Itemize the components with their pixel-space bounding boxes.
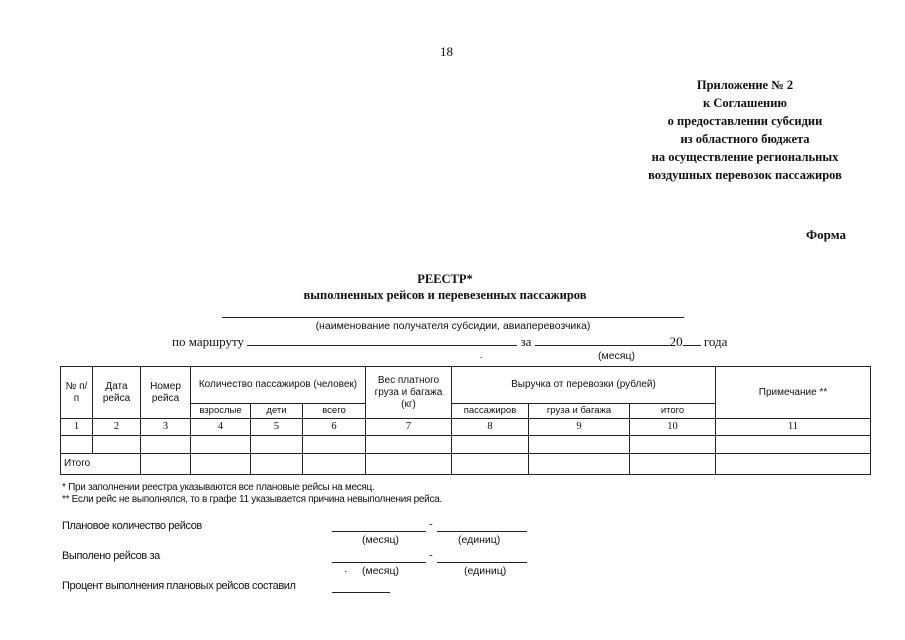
column-number: 6 (303, 419, 366, 436)
stray-dot: . (480, 350, 483, 360)
route-field[interactable] (247, 333, 517, 346)
appendix-line: на осуществление региональных (651, 150, 839, 164)
table-cell[interactable] (630, 454, 716, 475)
route-prefix: по маршруту (172, 334, 244, 349)
col-header-flight-date: Дата рейса (93, 367, 141, 419)
year-suffix: года (703, 334, 728, 349)
column-number: 5 (251, 419, 303, 436)
table-cell[interactable] (630, 436, 716, 454)
col-header-num: № п/п (61, 367, 93, 419)
planned-units-field[interactable] (437, 531, 527, 532)
planned-dash: - (429, 518, 433, 530)
percent-completed-label: Процент выполнения плановых рейсов составил (62, 580, 296, 592)
table-cell[interactable] (303, 454, 366, 475)
table-row (61, 436, 871, 454)
page-number: 18 (440, 44, 453, 59)
completed-dash: - (429, 549, 433, 561)
route-for-label: за (520, 334, 532, 349)
completed-units-field[interactable] (437, 562, 527, 563)
table-cell[interactable] (61, 436, 93, 454)
appendix-header (600, 76, 890, 184)
total-label: Итого (61, 454, 141, 475)
recipient-caption: (наименование получателя субсидии, авиаперевозчика) (315, 320, 591, 332)
column-number: 4 (191, 419, 251, 436)
subheader-revenue-total: итого (630, 404, 716, 419)
title-line-1: РЕЕСТР* (417, 272, 473, 286)
year-prefix: 20 (669, 334, 683, 349)
subheader-passengers: пассажиров (452, 404, 529, 419)
table-cell[interactable] (93, 436, 141, 454)
column-number: 8 (452, 419, 529, 436)
table-cell[interactable] (141, 454, 191, 475)
table-cell[interactable] (191, 454, 251, 475)
table-cell[interactable] (452, 436, 529, 454)
form-label: Форма (806, 227, 846, 242)
month-field[interactable] (535, 333, 670, 346)
footnote-2: ** Если рейс не выполнялся, то в графе 11 указывается причина невыполнения рейса. (62, 494, 442, 505)
table-cell[interactable] (251, 454, 303, 475)
table-cell[interactable] (716, 436, 871, 454)
title-line-2: выполненных рейсов и перевезенных пассажиров (303, 288, 587, 302)
column-number: 3 (141, 419, 191, 436)
registry-table (60, 366, 871, 475)
year-field[interactable] (683, 333, 701, 346)
table-cell[interactable] (366, 454, 452, 475)
table-cell[interactable] (191, 436, 251, 454)
completed-month-caption: (месяц) (362, 565, 400, 577)
percent-field[interactable] (332, 592, 390, 593)
table-cell[interactable] (141, 436, 191, 454)
route-row (172, 333, 727, 350)
col-header-revenue: Выручка от перевозки (рублей) (452, 367, 716, 404)
month-caption: (месяц) (598, 350, 636, 362)
document-title (230, 271, 660, 303)
footnote-1: * При заполнении реестра указываются все плановые рейсы на месяц. (62, 482, 375, 493)
table-cell[interactable] (529, 436, 630, 454)
table-cell[interactable] (303, 436, 366, 454)
appendix-line: воздушных перевозок пассажиров (648, 168, 842, 182)
appendix-line: о предоставлении субсидии (667, 114, 823, 128)
column-number: 1 (61, 419, 93, 436)
col-header-flight-number: Номер рейса (141, 367, 191, 419)
column-number: 7 (366, 419, 452, 436)
column-number: 2 (93, 419, 141, 436)
col-header-note: Примечание ** (716, 367, 871, 419)
total-row (61, 454, 871, 475)
column-number: 10 (630, 419, 716, 436)
planned-month-field[interactable] (332, 531, 426, 532)
planned-flights-label: Плановое количество рейсов (62, 520, 202, 532)
column-number: 11 (716, 419, 871, 436)
table-cell[interactable] (452, 454, 529, 475)
column-number: 9 (529, 419, 630, 436)
column-number-row (61, 419, 871, 436)
subheader-adults: взрослые (191, 404, 251, 419)
subheader-cargo: груза и багажа (529, 404, 630, 419)
appendix-line: к Соглашению (703, 96, 787, 110)
table-cell[interactable] (716, 454, 871, 475)
planned-units-caption: (единиц) (458, 534, 501, 546)
stray-dot: · (344, 565, 348, 577)
completed-units-caption: (единиц) (464, 565, 507, 577)
subheader-total: всего (303, 404, 366, 419)
planned-month-caption: (месяц) (362, 534, 400, 546)
recipient-name-field[interactable] (222, 317, 684, 318)
table-cell[interactable] (366, 436, 452, 454)
completed-month-field[interactable] (332, 562, 426, 563)
subheader-children: дети (251, 404, 303, 419)
completed-flights-label: Выполено рейсов за (62, 550, 160, 562)
col-header-passenger-count: Количество пассажиров (человек) (191, 367, 366, 404)
col-header-weight: Вес платного груза и багажа (кг) (366, 367, 452, 419)
table-cell[interactable] (251, 436, 303, 454)
appendix-line: Приложение № 2 (696, 78, 794, 92)
table-cell[interactable] (529, 454, 630, 475)
appendix-line: из областного бюджета (680, 132, 810, 146)
